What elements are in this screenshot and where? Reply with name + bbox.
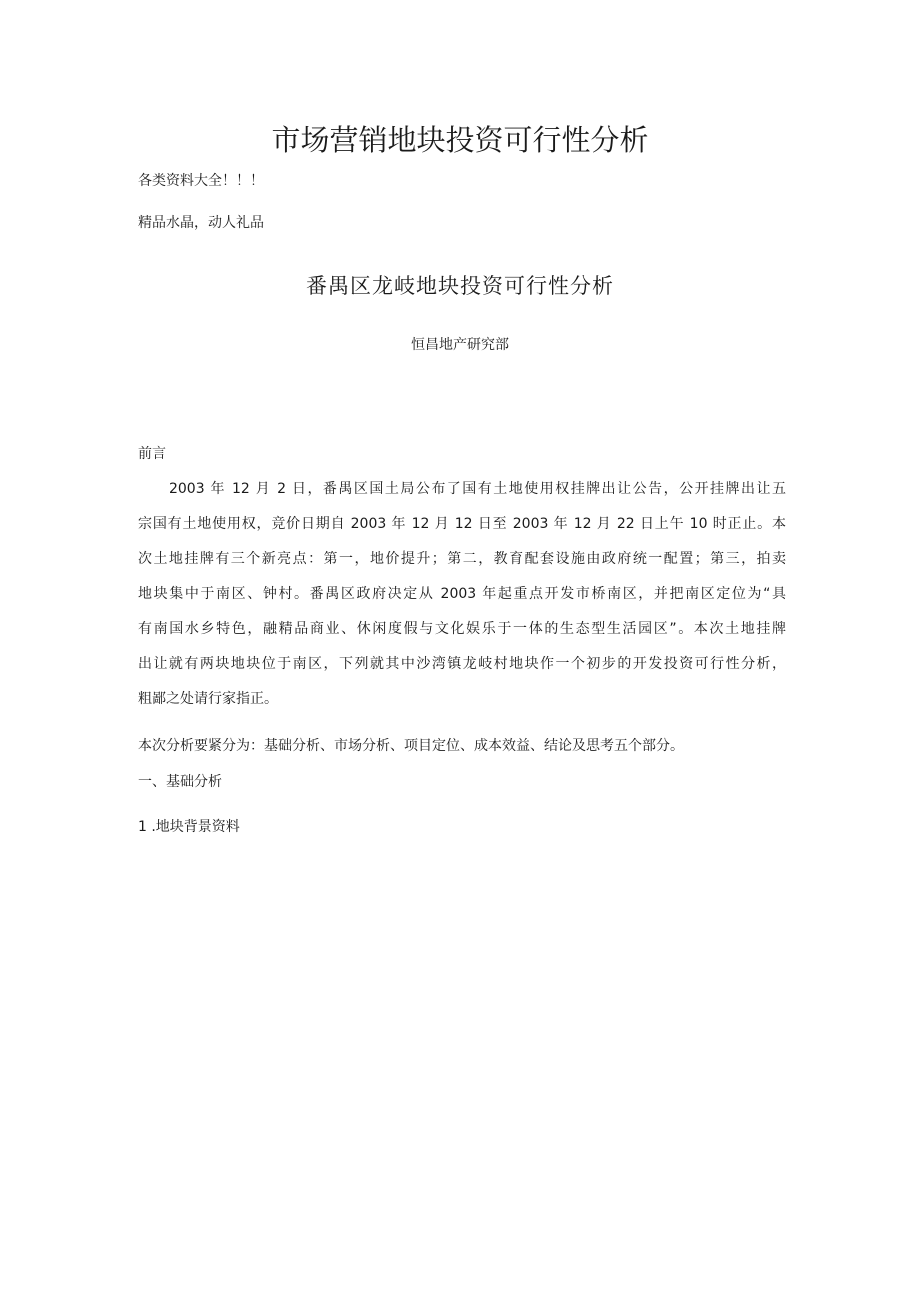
preface-line: 宗国有土地使用权，竞价日期自 2003 年 12 月 12 日至 2003 年 12 月 22 日上午 10 时正止。本 [138,516,786,532]
preface-line: 2003 年 12 月 2 日，番禺区国土局公布了国有土地使用权挂牌出让公告，公开挂牌出让五 [138,481,786,497]
author-department: 恒昌地产研究部 [411,337,509,353]
preface-line: 出让就有两块地块位于南区，下列就其中沙湾镇龙岐村地块作一个初步的开发投资可行性分析， [138,656,786,672]
preface-paragraph [138,472,786,717]
report-title: 番禺区龙岐地块投资可行性分析 [306,274,614,298]
subsection-heading: 1 .地块背景资料 [138,819,240,835]
preface-heading: 前言 [138,446,166,462]
summary-line: 本次分析要紧分为：基础分析、市场分析、项目定位、成本效益、结论及思考五个部分。 [138,738,684,754]
preface-line: 次土地挂牌有三个新亮点：第一，地价提升；第二，教育配套设施由政府统一配置；第三，拍卖 [138,551,786,567]
preface-line: 粗鄙之处请行家指正。 [138,691,278,707]
document-title: 市场营销地块投资可行性分析 [271,123,649,157]
preface-line: 地块集中于南区、钟村。番禺区政府决定从 2003 年起重点开发市桥南区，并把南区定位为“具 [138,586,786,602]
promo-line-1: 各类资料大全！！！ [138,173,264,189]
section-heading: 一、基础分析 [138,774,222,790]
promo-line-2: 精品水晶，动人礼品 [138,215,264,231]
preface-line: 有南国水乡特色，融精品商业、休闲度假与文化娱乐于一体的生态型生活园区”。本次土地挂牌 [138,621,786,637]
